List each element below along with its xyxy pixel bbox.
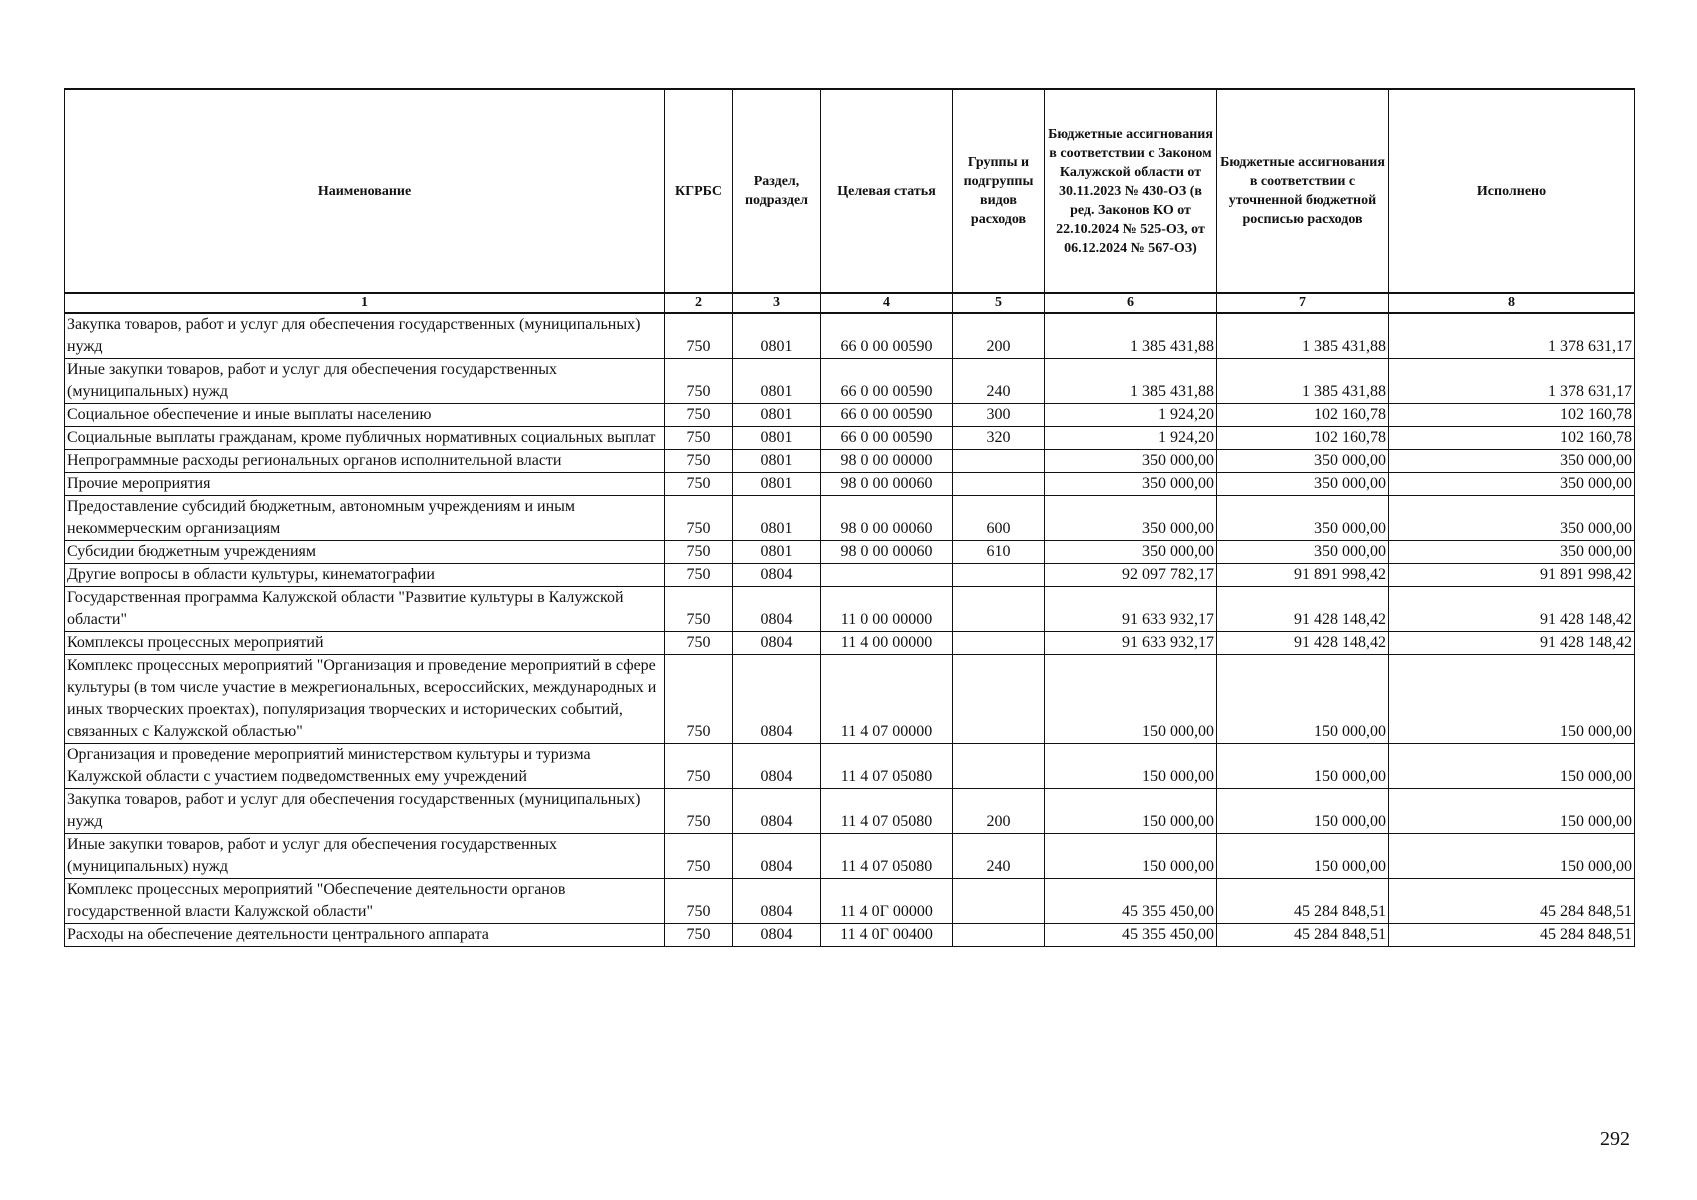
row-refined-amount: 91 428 148,42: [1217, 632, 1389, 655]
column-number: 4: [821, 293, 953, 313]
table-row: [65, 879, 1635, 924]
table-row: [65, 924, 1635, 947]
table-row: [65, 404, 1635, 427]
row-target: 11 4 0Г 00000: [821, 879, 953, 924]
row-group: [953, 564, 1045, 587]
row-executed-amount: 1 378 631,17: [1389, 313, 1635, 359]
row-name: Закупка товаров, работ и услуг для обеспечения государственных (муниципальных) нужд: [65, 313, 665, 359]
row-law-amount: 150 000,00: [1045, 655, 1217, 744]
row-section: 0804: [733, 924, 821, 947]
row-section: 0801: [733, 359, 821, 404]
row-target: 11 4 0Г 00400: [821, 924, 953, 947]
row-refined-amount: 102 160,78: [1217, 427, 1389, 450]
row-executed-amount: 150 000,00: [1389, 789, 1635, 834]
row-refined-amount: 350 000,00: [1217, 473, 1389, 496]
row-section: 0801: [733, 450, 821, 473]
row-law-amount: 350 000,00: [1045, 541, 1217, 564]
row-kgrbs: 750: [665, 924, 733, 947]
table-row: [65, 541, 1635, 564]
row-target: 11 4 07 00000: [821, 655, 953, 744]
row-group: [953, 744, 1045, 789]
column-number: 6: [1045, 293, 1217, 313]
row-section: 0801: [733, 427, 821, 450]
row-kgrbs: 750: [665, 427, 733, 450]
row-kgrbs: 750: [665, 541, 733, 564]
row-refined-amount: 91 428 148,42: [1217, 587, 1389, 632]
row-name: Социальное обеспечение и иные выплаты населению: [65, 404, 665, 427]
row-refined-amount: 350 000,00: [1217, 541, 1389, 564]
page-number: 292: [1600, 1128, 1630, 1150]
row-name: Комплексы процессных мероприятий: [65, 632, 665, 655]
row-refined-amount: 102 160,78: [1217, 404, 1389, 427]
row-executed-amount: 150 000,00: [1389, 834, 1635, 879]
row-kgrbs: 750: [665, 834, 733, 879]
row-executed-amount: 350 000,00: [1389, 541, 1635, 564]
row-kgrbs: 750: [665, 879, 733, 924]
row-section: 0801: [733, 313, 821, 359]
row-law-amount: 350 000,00: [1045, 496, 1217, 541]
header-name: Наименование: [65, 89, 665, 293]
row-target: 98 0 00 00060: [821, 496, 953, 541]
row-law-amount: 91 633 932,17: [1045, 632, 1217, 655]
row-kgrbs: 750: [665, 473, 733, 496]
column-number: 3: [733, 293, 821, 313]
row-kgrbs: 750: [665, 313, 733, 359]
row-kgrbs: 750: [665, 404, 733, 427]
row-section: 0801: [733, 496, 821, 541]
table-row: [65, 655, 1635, 744]
row-executed-amount: 350 000,00: [1389, 450, 1635, 473]
row-law-amount: 1 385 431,88: [1045, 313, 1217, 359]
row-target: 11 0 00 00000: [821, 587, 953, 632]
budget-table: [64, 88, 1635, 947]
header-target: Целевая статья: [821, 89, 953, 293]
table-row: [65, 450, 1635, 473]
row-group: [953, 450, 1045, 473]
row-group: [953, 924, 1045, 947]
budget-table-container: [64, 88, 1634, 947]
row-kgrbs: 750: [665, 450, 733, 473]
row-target: 66 0 00 00590: [821, 404, 953, 427]
row-executed-amount: 102 160,78: [1389, 427, 1635, 450]
row-executed-amount: 91 428 148,42: [1389, 632, 1635, 655]
row-refined-amount: 45 284 848,51: [1217, 879, 1389, 924]
table-row: [65, 834, 1635, 879]
row-section: 0804: [733, 564, 821, 587]
row-section: 0801: [733, 404, 821, 427]
row-law-amount: 1 924,20: [1045, 427, 1217, 450]
row-name: Закупка товаров, работ и услуг для обеспечения государственных (муниципальных) нужд: [65, 789, 665, 834]
row-group: [953, 655, 1045, 744]
row-name: Иные закупки товаров, работ и услуг для обеспечения государственных (муниципальных) нужд: [65, 834, 665, 879]
header-groups: Группы и подгруппы видов расходов: [953, 89, 1045, 293]
row-group: 610: [953, 541, 1045, 564]
table-row: [65, 427, 1635, 450]
row-name: Иные закупки товаров, работ и услуг для обеспечения государственных (муниципальных) нужд: [65, 359, 665, 404]
row-target: 98 0 00 00000: [821, 450, 953, 473]
row-kgrbs: 750: [665, 632, 733, 655]
row-law-amount: 1 924,20: [1045, 404, 1217, 427]
table-row: [65, 473, 1635, 496]
row-kgrbs: 750: [665, 744, 733, 789]
row-name: Организация и проведение мероприятий министерством культуры и туризма Калужской области с участием подведомственных ему учреждений: [65, 744, 665, 789]
row-kgrbs: 750: [665, 655, 733, 744]
row-section: 0804: [733, 834, 821, 879]
row-law-amount: 150 000,00: [1045, 834, 1217, 879]
row-name: Предоставление субсидий бюджетным, автономным учреждениям и иным некоммерческим организациям: [65, 496, 665, 541]
row-section: 0804: [733, 655, 821, 744]
row-executed-amount: 91 891 998,42: [1389, 564, 1635, 587]
row-group: 600: [953, 496, 1045, 541]
row-executed-amount: 102 160,78: [1389, 404, 1635, 427]
row-group: [953, 879, 1045, 924]
row-group: [953, 587, 1045, 632]
row-group: 240: [953, 834, 1045, 879]
column-number: 1: [65, 293, 665, 313]
header-section: Раздел, подраздел: [733, 89, 821, 293]
column-number: 8: [1389, 293, 1635, 313]
row-executed-amount: 91 428 148,42: [1389, 587, 1635, 632]
row-refined-amount: 1 385 431,88: [1217, 313, 1389, 359]
row-refined-amount: 350 000,00: [1217, 450, 1389, 473]
row-refined-amount: 45 284 848,51: [1217, 924, 1389, 947]
row-target: 11 4 00 00000: [821, 632, 953, 655]
table-row: [65, 744, 1635, 789]
row-section: 0804: [733, 789, 821, 834]
row-target: 66 0 00 00590: [821, 427, 953, 450]
header-refined: Бюджетные ассигнования в соответствии с уточненной бюджетной росписью расходов: [1217, 89, 1389, 293]
row-group: 200: [953, 313, 1045, 359]
row-law-amount: 1 385 431,88: [1045, 359, 1217, 404]
row-group: [953, 473, 1045, 496]
row-name: Комплекс процессных мероприятий "Организация и проведение мероприятий в сфере культуры (в том числе участие в межрегиональных, всероссийских, международных и иных творческих проектах), популяризация творческих и исторических событий, связанных с Калужской областью": [65, 655, 665, 744]
table-row: [65, 564, 1635, 587]
row-executed-amount: 350 000,00: [1389, 473, 1635, 496]
row-law-amount: 91 633 932,17: [1045, 587, 1217, 632]
row-law-amount: 92 097 782,17: [1045, 564, 1217, 587]
row-section: 0804: [733, 587, 821, 632]
header-law: Бюджетные ассигнования в соответствии с Законом Калужской области от 30.11.2023 № 430-ОЗ (в ред. Законов КО от 22.10.2024 № 525-ОЗ, от 06.12.2024 № 567-ОЗ): [1045, 89, 1217, 293]
column-number-row: [65, 293, 1635, 313]
row-law-amount: 150 000,00: [1045, 744, 1217, 789]
row-target: 98 0 00 00060: [821, 473, 953, 496]
row-group: 300: [953, 404, 1045, 427]
row-name: Прочие мероприятия: [65, 473, 665, 496]
row-executed-amount: 45 284 848,51: [1389, 924, 1635, 947]
row-name: Непрограммные расходы региональных органов исполнительной власти: [65, 450, 665, 473]
row-law-amount: 45 355 450,00: [1045, 879, 1217, 924]
table-header: [65, 89, 1635, 313]
row-name: Государственная программа Калужской области "Развитие культуры в Калужской области": [65, 587, 665, 632]
row-kgrbs: 750: [665, 496, 733, 541]
row-target: 98 0 00 00060: [821, 541, 953, 564]
column-number: 2: [665, 293, 733, 313]
table-row: [65, 789, 1635, 834]
row-name: Субсидии бюджетным учреждениям: [65, 541, 665, 564]
row-target: 11 4 07 05080: [821, 834, 953, 879]
row-refined-amount: 1 385 431,88: [1217, 359, 1389, 404]
row-executed-amount: 1 378 631,17: [1389, 359, 1635, 404]
row-section: 0804: [733, 744, 821, 789]
row-law-amount: 350 000,00: [1045, 473, 1217, 496]
row-executed-amount: 350 000,00: [1389, 496, 1635, 541]
table-body: [65, 313, 1635, 947]
row-target: 66 0 00 00590: [821, 313, 953, 359]
row-section: 0801: [733, 473, 821, 496]
row-target: [821, 564, 953, 587]
row-group: [953, 632, 1045, 655]
row-name: Расходы на обеспечение деятельности центрального аппарата: [65, 924, 665, 947]
column-number: 7: [1217, 293, 1389, 313]
row-refined-amount: 150 000,00: [1217, 655, 1389, 744]
row-law-amount: 150 000,00: [1045, 789, 1217, 834]
row-name: Комплекс процессных мероприятий "Обеспечение деятельности органов государственной власти Калужской области": [65, 879, 665, 924]
row-group: 200: [953, 789, 1045, 834]
header-kgrbs: КГРБС: [665, 89, 733, 293]
table-row: [65, 359, 1635, 404]
row-refined-amount: 150 000,00: [1217, 744, 1389, 789]
row-section: 0804: [733, 632, 821, 655]
row-law-amount: 45 355 450,00: [1045, 924, 1217, 947]
row-executed-amount: 150 000,00: [1389, 744, 1635, 789]
row-target: 11 4 07 05080: [821, 789, 953, 834]
row-refined-amount: 91 891 998,42: [1217, 564, 1389, 587]
row-executed-amount: 150 000,00: [1389, 655, 1635, 744]
row-name: Социальные выплаты гражданам, кроме публичных нормативных социальных выплат: [65, 427, 665, 450]
row-section: 0801: [733, 541, 821, 564]
row-refined-amount: 150 000,00: [1217, 789, 1389, 834]
row-target: 66 0 00 00590: [821, 359, 953, 404]
row-executed-amount: 45 284 848,51: [1389, 879, 1635, 924]
table-row: [65, 496, 1635, 541]
row-group: 320: [953, 427, 1045, 450]
table-row: [65, 313, 1635, 359]
row-target: 11 4 07 05080: [821, 744, 953, 789]
row-kgrbs: 750: [665, 359, 733, 404]
row-section: 0804: [733, 879, 821, 924]
row-group: 240: [953, 359, 1045, 404]
row-kgrbs: 750: [665, 587, 733, 632]
row-kgrbs: 750: [665, 564, 733, 587]
row-refined-amount: 350 000,00: [1217, 496, 1389, 541]
row-law-amount: 350 000,00: [1045, 450, 1217, 473]
row-kgrbs: 750: [665, 789, 733, 834]
row-name: Другие вопросы в области культуры, кинематографии: [65, 564, 665, 587]
column-number: 5: [953, 293, 1045, 313]
table-row: [65, 632, 1635, 655]
row-refined-amount: 150 000,00: [1217, 834, 1389, 879]
header-executed: Исполнено: [1389, 89, 1635, 293]
table-row: [65, 587, 1635, 632]
